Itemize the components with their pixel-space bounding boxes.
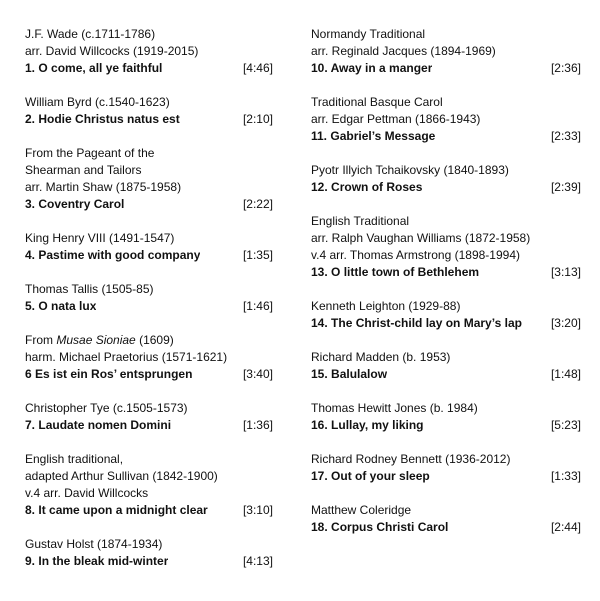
credit-line: arr. Martin Shaw (1875-1958)	[25, 180, 182, 194]
track-title: Laudate nomen Domini	[38, 418, 172, 432]
credit-line: arr. Ralph Vaughan Williams (1872-1958)	[311, 231, 531, 245]
track-entry	[311, 26, 581, 77]
track-number: 9.	[25, 554, 36, 568]
track-title: Coventry Carol	[38, 197, 125, 211]
credit-line: Kenneth Leighton (1929-88)	[311, 299, 461, 313]
credit-line: Pyotr Illyich Tchaikovsky (1840-1893)	[311, 163, 509, 177]
track-title-line	[25, 247, 273, 264]
track-entry	[25, 94, 273, 128]
track-number: 17.	[311, 469, 328, 483]
credit-line: Christopher Tye (c.1505-1573)	[25, 401, 188, 415]
track-title: The Christ-child lay on Mary’s lap	[331, 316, 522, 330]
track-title-line	[311, 468, 581, 485]
track-entry	[311, 162, 581, 196]
track-title: Crown of Roses	[331, 180, 423, 194]
credit-line: Richard Rodney Bennett (1936-2012)	[311, 452, 511, 466]
track-duration: [2:33]	[550, 129, 581, 143]
track-entry	[25, 400, 273, 434]
track-title: Away in a manger	[330, 61, 433, 75]
track-entry	[25, 451, 273, 519]
track-duration: [2:10]	[242, 112, 273, 126]
track-duration: [2:36]	[550, 61, 581, 75]
track-column-right	[311, 26, 581, 553]
track-title-line	[311, 315, 581, 332]
track-duration: [4:46]	[242, 61, 273, 75]
track-number-title	[311, 128, 435, 145]
track-number: 16.	[311, 418, 328, 432]
credit-line: Normandy Traditional	[311, 27, 426, 41]
credit-line: English traditional,	[25, 452, 124, 466]
track-column-left	[25, 26, 273, 587]
track-duration: [2:39]	[550, 180, 581, 194]
track-title-line	[25, 196, 273, 213]
track-number-title	[25, 366, 192, 383]
track-number: 3.	[25, 197, 36, 211]
track-number: 14.	[311, 316, 328, 330]
track-title: O nata lux	[38, 299, 97, 313]
track-title: Balulalow	[331, 367, 388, 381]
track-entry	[311, 502, 581, 536]
credit-line: Matthew Coleridge	[311, 503, 412, 517]
track-entry	[25, 26, 273, 77]
track-title: Lullay, my liking	[331, 418, 424, 432]
credit-line: Richard Madden (b. 1953)	[311, 350, 451, 364]
track-title-line	[311, 519, 581, 536]
track-number-title	[311, 179, 422, 196]
track-number: 10.	[311, 61, 328, 75]
track-number-title	[311, 315, 522, 332]
track-title: Es ist ein Ros’ entsprungen	[35, 367, 193, 381]
credit-line: Gustav Holst (1874-1934)	[25, 537, 163, 551]
track-title: O come, all ye faithful	[38, 61, 163, 75]
track-number-title	[311, 366, 387, 383]
credit-line: Thomas Hewitt Jones (b. 1984)	[311, 401, 478, 415]
track-entry	[25, 281, 273, 315]
track-duration: [1:36]	[242, 418, 273, 432]
track-duration: [3:10]	[242, 503, 273, 517]
track-duration: [1:35]	[242, 248, 273, 262]
track-duration: [4:13]	[242, 554, 273, 568]
credit-line: v.4 arr. David Willcocks	[25, 486, 149, 500]
track-entry	[311, 94, 581, 145]
track-title: In the bleak mid-winter	[38, 554, 169, 568]
track-number: 15.	[311, 367, 328, 381]
track-number-title	[25, 298, 96, 315]
credit-line: King Henry VIII (1491-1547)	[25, 231, 175, 245]
track-number-title	[25, 60, 162, 77]
credit-line: adapted Arthur Sullivan (1842-1900)	[25, 469, 218, 483]
credit-line: William Byrd (c.1540-1623)	[25, 95, 170, 109]
track-entry	[25, 230, 273, 264]
track-title: Corpus Christi Carol	[331, 520, 449, 534]
track-number-title	[25, 196, 124, 213]
track-entry	[25, 332, 273, 383]
track-entry	[311, 213, 581, 281]
track-number-title	[311, 417, 424, 434]
track-title-line	[311, 417, 581, 434]
track-title: O little town of Bethlehem	[331, 265, 480, 279]
credit-line: arr. David Willcocks (1919-2015)	[25, 44, 199, 58]
track-duration: [3:20]	[550, 316, 581, 330]
track-title: It came upon a midnight clear	[38, 503, 208, 517]
credit-line: arr. Edgar Pettman (1866-1943)	[311, 112, 481, 126]
credit-line	[25, 332, 273, 349]
track-number: 7.	[25, 418, 36, 432]
track-title: Pastime with good company	[38, 248, 201, 262]
track-entry	[311, 298, 581, 332]
track-entry	[25, 536, 273, 570]
track-title-line	[25, 60, 273, 77]
track-title: Gabriel’s Message	[330, 129, 436, 143]
track-title-line	[25, 298, 273, 315]
track-duration: [3:40]	[242, 367, 273, 381]
credit-line: From the Pageant of the	[25, 146, 155, 160]
track-number-title	[25, 247, 200, 264]
credit-line: Shearman and Tailors	[25, 163, 142, 177]
credit-line: harm. Michael Praetorius (1571-1621)	[25, 350, 228, 364]
track-title-line	[25, 366, 273, 383]
credit-line: Traditional Basque Carol	[311, 95, 443, 109]
credit-suffix: (1609)	[135, 333, 174, 347]
track-number: 5.	[25, 299, 36, 313]
track-title-line	[311, 366, 581, 383]
track-number: 11.	[311, 129, 328, 143]
track-duration: [2:44]	[550, 520, 581, 534]
track-number-title	[25, 553, 168, 570]
track-number-title	[311, 264, 479, 281]
track-title-line	[25, 553, 273, 570]
track-number: 6	[25, 367, 32, 381]
track-number-title	[25, 417, 171, 434]
credit-source-title: Musae Sioniae	[56, 333, 136, 347]
track-number: 1.	[25, 61, 36, 75]
track-entry	[25, 145, 273, 213]
credit-prefix: From	[25, 333, 57, 347]
track-title-line	[311, 179, 581, 196]
credit-line: English Traditional	[311, 214, 410, 228]
track-duration: [1:33]	[550, 469, 581, 483]
track-number-title	[311, 60, 432, 77]
track-entry	[311, 400, 581, 434]
track-duration: [2:22]	[242, 197, 273, 211]
track-duration: [3:13]	[550, 265, 581, 279]
track-title: Hodie Christus natus est	[38, 112, 180, 126]
credit-line: arr. Reginald Jacques (1894-1969)	[311, 44, 496, 58]
track-title: Out of your sleep	[331, 469, 430, 483]
track-number: 8.	[25, 503, 36, 517]
credit-line: J.F. Wade (c.1711-1786)	[25, 27, 156, 41]
track-number: 2.	[25, 112, 36, 126]
track-number-title	[311, 468, 430, 485]
track-number-title	[25, 111, 180, 128]
credit-line: v.4 arr. Thomas Armstrong (1898-1994)	[311, 248, 520, 262]
credit-line: Thomas Tallis (1505-85)	[25, 282, 154, 296]
track-duration: [1:48]	[550, 367, 581, 381]
track-title-line	[311, 60, 581, 77]
track-number-title	[311, 519, 448, 536]
track-number: 18.	[311, 520, 328, 534]
track-number: 13.	[311, 265, 328, 279]
track-number-title	[25, 502, 208, 519]
track-duration: [1:46]	[242, 299, 273, 313]
track-title-line	[25, 502, 273, 519]
track-entry	[311, 451, 581, 485]
track-title-line	[25, 111, 273, 128]
track-title-line	[311, 128, 581, 145]
track-entry	[311, 349, 581, 383]
track-title-line	[311, 264, 581, 281]
track-duration: [5:23]	[550, 418, 581, 432]
track-title-line	[25, 417, 273, 434]
track-number: 4.	[25, 248, 36, 262]
track-number: 12.	[311, 180, 328, 194]
